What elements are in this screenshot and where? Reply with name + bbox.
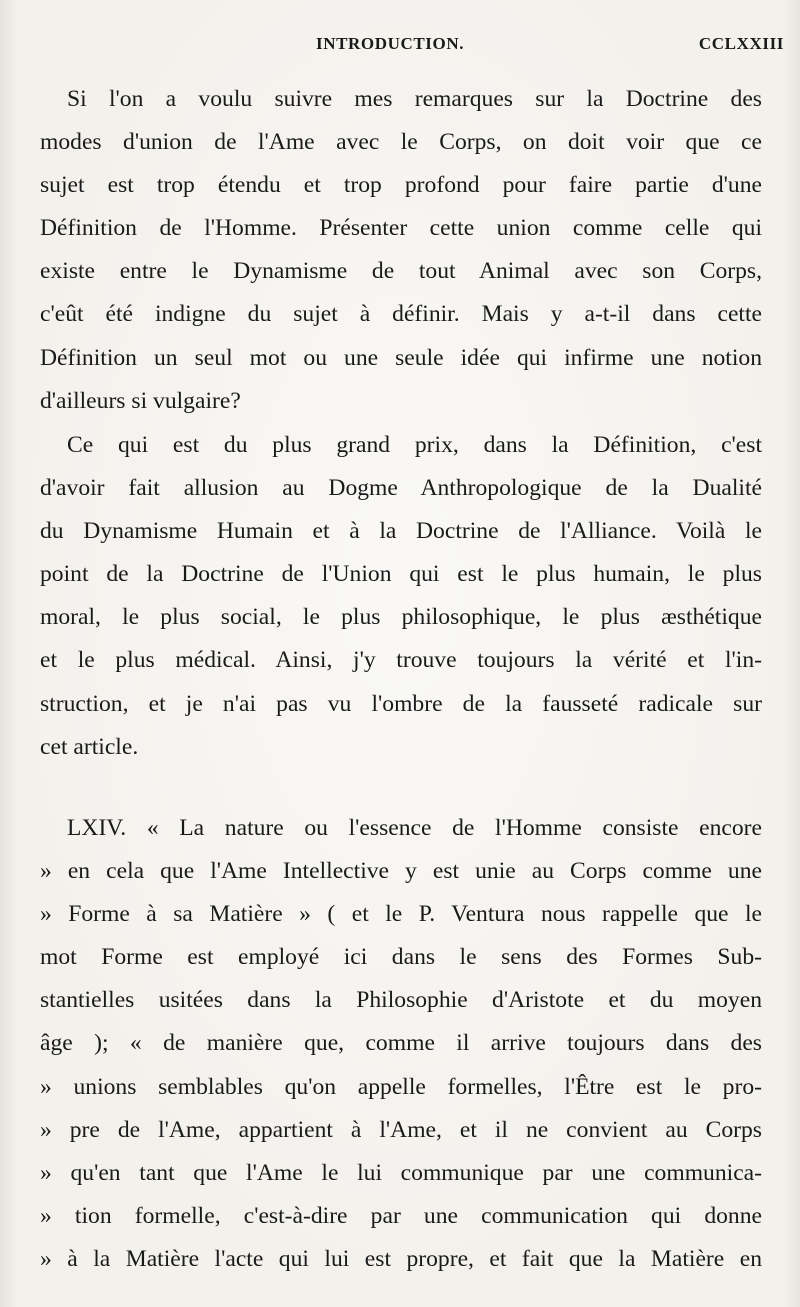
text-line: » qu'en tant que l'Ame le lui communique par une communica- — [40, 1159, 762, 1186]
text-line: LXIV. « La nature ou l'essence de l'Homme consiste encore — [67, 815, 762, 841]
text-line: et le plus médical. Ainsi, j'y trouve toujours la vérité et l'in- — [40, 647, 762, 674]
text-line: du Dynamisme Humain et à la Doctrine de l'Alliance. Voilà le — [40, 518, 762, 545]
text-line: » à la Matière l'acte qui lui est propre, et fait que la Matière en — [40, 1245, 762, 1272]
page-header — [0, 34, 800, 58]
text-line: moral, le plus social, le plus philosophique, le plus æsthétique — [40, 604, 762, 631]
text-line: d'ailleurs si vulgaire? — [40, 387, 241, 414]
text-line: existe entre le Dynamisme de tout Animal avec son Corps, — [40, 258, 762, 285]
paragraph-2 — [40, 424, 762, 769]
text-line: cet article. — [40, 733, 139, 760]
text-line: Si l'on a voulu suivre mes remarques sur la Doctrine des — [67, 86, 762, 112]
text-line: mot Forme est employé ici dans le sens des Formes Sub- — [40, 944, 762, 971]
text-line: sujet est trop étendu et trop profond pour faire partie d'une — [40, 172, 762, 199]
text-line: » tion formelle, c'est-à-dire par une communication qui donne — [40, 1202, 762, 1229]
text-line: Ce qui est du plus grand prix, dans la Définition, c'est — [67, 432, 762, 458]
text-line: stantielles usitées dans la Philosophie d'Aristote et du moyen — [40, 987, 762, 1014]
text-line: » unions semblables qu'on appelle formelles, l'Être est le pro- — [40, 1073, 762, 1100]
text-line: point de la Doctrine de l'Union qui est le plus humain, le plus — [40, 561, 762, 588]
text-line: Définition un seul mot ou une seule idée qui infirme une notion — [40, 344, 762, 371]
paragraph-3 — [40, 807, 762, 1281]
text-line: âge ); « de manière que, comme il arrive toujours dans des — [40, 1030, 762, 1057]
paragraph-1 — [40, 78, 762, 423]
text-line: struction, et je n'ai pas vu l'ombre de la fausseté radicale sur — [40, 690, 762, 717]
text-line: modes d'union de l'Ame avec le Corps, on doit voir que ce — [40, 129, 762, 156]
running-title: INTRODUCTION. — [316, 34, 465, 53]
text-line: » Forme à sa Matière » ( et le P. Ventura nous rappelle que le — [40, 901, 762, 928]
text-line: c'eût été indigne du sujet à définir. Mais y a-t-il dans cette — [40, 301, 762, 328]
text-line: » pre de l'Ame, appartient à l'Ame, et il ne convient au Corps — [40, 1116, 762, 1143]
text-line: d'avoir fait allusion au Dogme Anthropologique de la Dualité — [40, 475, 762, 502]
text-line: Définition de l'Homme. Présenter cette union comme celle qui — [40, 215, 762, 242]
text-line: » en cela que l'Ame Intellective y est unie au Corps comme une — [40, 858, 762, 885]
page-number: CCLXXIII — [698, 34, 784, 53]
